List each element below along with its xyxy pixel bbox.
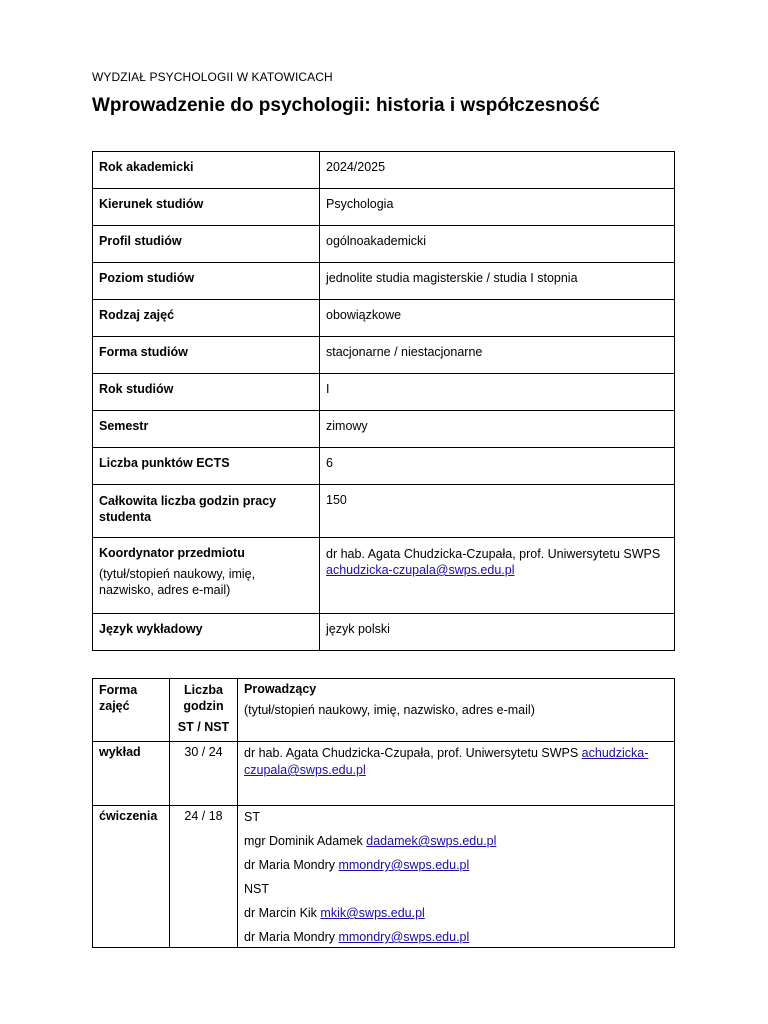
header-hours <box>170 679 238 742</box>
exercises-form: ćwiczenia <box>93 806 170 948</box>
row-label: Semestr <box>93 411 320 448</box>
lecturer-email-link[interactable]: mmondry@swps.edu.pl <box>338 858 470 872</box>
table-row <box>93 806 675 948</box>
header-hours-sub: ST / NST <box>177 720 230 734</box>
exercises-hours: 24 / 18 <box>170 806 238 948</box>
table-row <box>93 742 675 806</box>
course-title: Wprowadzenie do psychologii: historia i współczesność <box>92 95 600 116</box>
table-row <box>93 448 675 485</box>
row-sublabel: (tytuł/stopień naukowy, imię, nazwisko, adres e-mail) <box>99 567 256 597</box>
coordinator-email-link[interactable]: achudzicka-czupala@swps.edu.pl <box>326 563 515 577</box>
table-row <box>93 538 675 614</box>
row-label: Poziom studiów <box>93 263 320 300</box>
row-label: Całkowita liczba godzin pracy studenta <box>93 485 320 538</box>
course-info-table <box>92 151 675 651</box>
header-form <box>93 679 170 742</box>
lecture-hours: 30 / 24 <box>170 742 238 806</box>
nst-label: NST <box>244 882 269 896</box>
header-lecturer-label: Prowadzący <box>244 682 317 696</box>
row-label: Język wykładowy <box>93 614 320 651</box>
table-row <box>93 485 675 538</box>
list-item <box>244 905 668 921</box>
lecture-form: wykład <box>93 742 170 806</box>
lecturer-email-link[interactable]: mkik@swps.edu.pl <box>320 906 425 920</box>
header-form-label: Forma zajęć <box>99 683 138 713</box>
lecturer-name: dr Maria Mondry <box>244 858 335 872</box>
row-value: Psychologia <box>320 189 675 226</box>
row-label: Liczba punktów ECTS <box>93 448 320 485</box>
lecturer-email-link[interactable]: achudzicka-czupala@swps.edu.pl <box>244 746 649 777</box>
list-item <box>244 929 668 945</box>
coordinator-value-cell <box>320 538 675 614</box>
row-value: język polski <box>320 614 675 651</box>
lecturer-email-link[interactable]: dadamek@swps.edu.pl <box>366 834 497 848</box>
row-value: 2024/2025 <box>320 152 675 189</box>
header-hours-label: Liczba godzin <box>183 683 224 713</box>
row-value: I <box>320 374 675 411</box>
row-value: obowiązkowe <box>320 300 675 337</box>
lecturer-name: dr Marcin Kik <box>244 906 317 920</box>
list-item <box>244 833 668 849</box>
table-row <box>93 263 675 300</box>
teachers-table <box>92 678 675 948</box>
table-row <box>93 411 675 448</box>
lecturer-name: dr Maria Mondry <box>244 930 335 944</box>
coordinator-label-cell <box>93 538 320 614</box>
row-label: Kierunek studiów <box>93 189 320 226</box>
header-lecturer-sub: (tytuł/stopień naukowy, imię, nazwisko, adres e-mail) <box>244 703 535 717</box>
row-label: Rodzaj zajęć <box>93 300 320 337</box>
row-value: ogólnoakademicki <box>320 226 675 263</box>
row-label: Forma studiów <box>93 337 320 374</box>
table-row <box>93 614 675 651</box>
row-value: 150 <box>320 485 675 538</box>
exercises-lecturers <box>238 806 675 948</box>
row-value: stacjonarne / niestacjonarne <box>320 337 675 374</box>
row-label: Rok akademicki <box>93 152 320 189</box>
row-label: Rok studiów <box>93 374 320 411</box>
table-header-row <box>93 679 675 742</box>
lecturer-name: mgr Dominik Adamek <box>244 834 363 848</box>
coordinator-name: dr hab. Agata Chudzicka-Czupała, prof. Uniwersytetu SWPS <box>326 547 661 561</box>
row-value: jednolite studia magisterskie / studia I stopnia <box>320 263 675 300</box>
list-item <box>244 857 668 873</box>
table-row <box>93 337 675 374</box>
table-row <box>93 152 675 189</box>
row-value: 6 <box>320 448 675 485</box>
table-row <box>93 374 675 411</box>
row-value: zimowy <box>320 411 675 448</box>
lecturer-name: dr hab. Agata Chudzicka-Czupała, prof. Uniwersytetu SWPS <box>244 746 579 760</box>
table-row <box>93 300 675 337</box>
table-row <box>93 226 675 263</box>
lecturer-email-link[interactable]: mmondry@swps.edu.pl <box>338 930 470 944</box>
faculty-name: WYDZIAŁ PSYCHOLOGII W KATOWICACH <box>92 70 333 84</box>
row-label: Koordynator przedmiotu <box>99 546 245 560</box>
header-lecturer <box>238 679 675 742</box>
table-row <box>93 189 675 226</box>
lecture-lecturer <box>238 742 675 806</box>
st-label: ST <box>244 810 260 824</box>
row-label: Profil studiów <box>93 226 320 263</box>
